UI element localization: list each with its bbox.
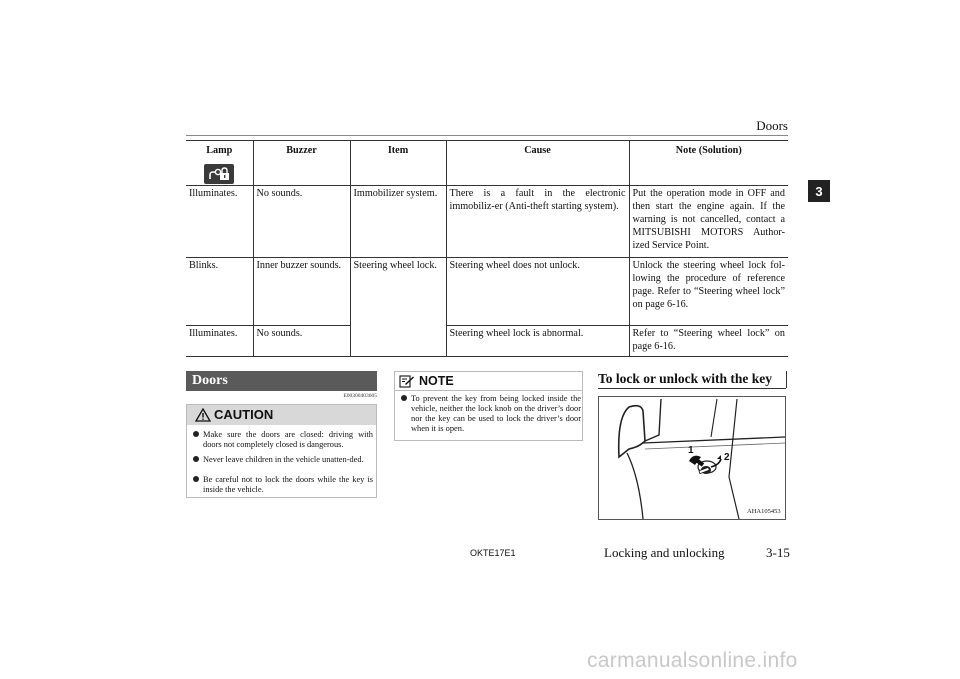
list-item (401, 394, 581, 434)
col-note: Note (Solution) (675, 145, 742, 156)
list-item (193, 455, 373, 465)
cell-buzzer: Inner buzzer sounds. (253, 258, 350, 326)
cell-note: Refer to “Steering wheel lock” on page 6-16. (632, 328, 785, 353)
lock-title-vrule (786, 371, 787, 388)
illustration-label-1: 1 (688, 445, 694, 456)
col-cause: Cause (446, 141, 629, 186)
cell-note: Unlock the steering wheel lock fol-lowing the procedure of reference page. Refer to “Steering wheel lock” on page 6-16. (632, 260, 785, 311)
cell-item: Immobilizer system. (350, 186, 446, 258)
caution-item-text: Make sure the doors are closed: driving with doors not completely closed is dangerous. (203, 430, 373, 450)
footer-doc-code: OKTE17E1 (470, 548, 516, 558)
caution-item-text: Be careful not to lock the doors while the key is inside the vehicle. (203, 475, 373, 495)
header-rule (186, 135, 788, 136)
door-key-illustration (598, 396, 786, 520)
cell-buzzer: No sounds. (253, 326, 350, 357)
cell-cause: There is a fault in the electronic immobiliz-er (Anti-theft starting system). (446, 186, 629, 258)
caution-item-text: Never leave children in the vehicle unatten-ded. (203, 455, 364, 464)
footer-page-number: 3-15 (766, 545, 790, 560)
bullet-icon (193, 456, 199, 462)
note-label: NOTE (419, 374, 454, 388)
table-row (186, 258, 788, 326)
cell-item: Steering wheel lock. (350, 258, 446, 357)
doors-section-title: Doors (186, 371, 377, 391)
lock-section-title: To lock or unlock with the key (598, 371, 773, 386)
table-row (186, 186, 788, 258)
cell-note: Put the operation mode in OFF and then start the engine again. If the warning is not cancelled, contact a MITSUBISHI MOTORS Author-ized Service Point. (632, 188, 785, 252)
page-header-title: Doors (756, 118, 788, 133)
col-item: Item (350, 141, 446, 186)
col-lamp-label: Lamp (206, 145, 233, 156)
cell-cause: Steering wheel lock is abnormal. (446, 326, 629, 357)
cell-cause: Steering wheel does not unlock. (446, 258, 629, 326)
cell-buzzer: No sounds. (253, 186, 350, 258)
col-lamp (186, 141, 253, 186)
chapter-tab: 3 (808, 180, 830, 202)
table-header-row (186, 141, 788, 186)
illustration-code: AHA105453 (747, 508, 781, 515)
warning-triangle-icon (195, 408, 211, 422)
immobilizer-key-lamp-icon (204, 164, 234, 184)
caution-header (187, 405, 376, 425)
list-item (193, 475, 373, 495)
illustration-label-2: 2 (724, 452, 730, 463)
table-row (186, 326, 788, 357)
bullet-icon (193, 476, 199, 482)
doors-section-code: E00300403605 (343, 393, 377, 399)
door-key-drawing (599, 397, 785, 519)
col-buzzer: Buzzer (253, 141, 350, 186)
watermark: carmanualsonline.info (587, 649, 798, 672)
note-item-text: To prevent the key from being locked inside the vehicle, neither the lock knob on the driver’s door nor the key can be used to lock the driver’s door when it is open. (411, 394, 581, 434)
cell-lamp: Illuminates. (186, 186, 253, 258)
note-box (394, 371, 583, 441)
footer-section: Locking and unlocking (604, 545, 725, 560)
caution-label: CAUTION (214, 407, 274, 422)
cell-lamp: Blinks. (186, 258, 253, 326)
lock-title-rule (598, 388, 786, 389)
note-pencil-icon (399, 375, 415, 388)
bullet-icon (193, 431, 199, 437)
cell-lamp: Illuminates. (186, 326, 253, 357)
list-item (193, 430, 373, 450)
note-header (395, 372, 582, 391)
warning-lamp-table (186, 140, 788, 357)
caution-box (186, 404, 377, 498)
bullet-icon (401, 395, 407, 401)
